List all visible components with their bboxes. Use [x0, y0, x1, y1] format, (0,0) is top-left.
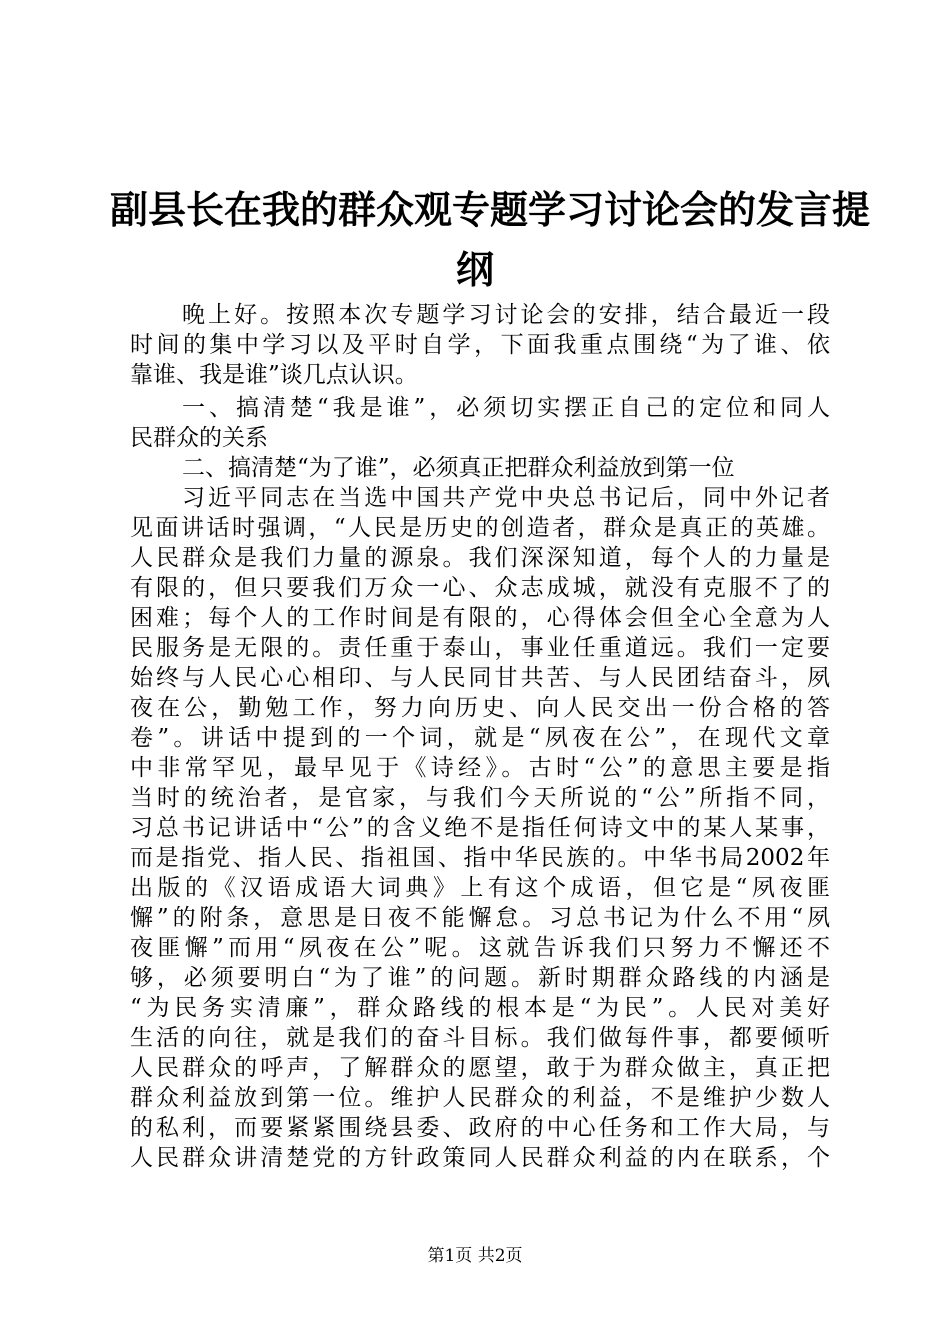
body-line: 夜匪懈”而用“夙夜在公”呢。这就告诉我们只努力不懈还不 — [130, 935, 830, 961]
body-line: 有限的，但只要我们万众一心、众志成城，就没有克服不了的 — [130, 575, 830, 601]
body-line: 够，必须要明白“为了谁”的问题。新时期群众路线的内涵是 — [130, 965, 830, 991]
body-line: 一、搞清楚“我是谁”，必须切实摆正自己的定位和同人 — [182, 395, 830, 421]
body-line: 而是指党、指人民、指祖国、指中华民族的。中华书局2002年 — [130, 845, 830, 871]
body-line: 卷”。讲话中提到的一个词，就是“夙夜在公”，在现代文章 — [130, 725, 830, 751]
body-line: 见面讲话时强调，“人民是历史的创造者，群众是真正的英雄。 — [130, 515, 830, 541]
body-line: 民群众的关系 — [130, 425, 268, 451]
document-title-line-1: 副县长在我的群众观专题学习讨论会的发言提 — [110, 187, 871, 232]
body-line: 人民群众是我们力量的源泉。我们深深知道，每个人的力量是 — [130, 545, 830, 571]
document-title-line-2: 纲 — [455, 247, 494, 292]
body-line: 中非常罕见，最早见于《诗经》。古时“公”的意思主要是指 — [130, 755, 830, 781]
body-line: 生活的向往，就是我们的奋斗目标。我们做每件事，都要倾听 — [130, 1025, 830, 1051]
body-line: “为民务实清廉”，群众路线的根本是“为民”。人民对美好 — [130, 995, 830, 1021]
body-line: 晚上好。按照本次专题学习讨论会的安排，结合最近一段 — [182, 302, 830, 328]
body-line: 民服务是无限的。责任重于泰山，事业任重道远。我们一定要 — [130, 635, 830, 661]
body-line: 习近平同志在当选中国共产党中央总书记后，同中外记者 — [182, 485, 830, 511]
body-line: 习总书记讲话中“公”的含义绝不是指任何诗文中的某人某事， — [130, 815, 830, 841]
body-line: 当时的统治者，是官家，与我们今天所说的“公”所指不同， — [130, 785, 830, 811]
body-line: 出版的《汉语成语大词典》上有这个成语，但它是“夙夜匪 — [130, 875, 830, 901]
body-line: 懈”的附条，意思是日夜不能懈怠。习总书记为什么不用“夙 — [130, 905, 830, 931]
body-line: 始终与人民心心相印、与人民同甘共苦、与人民团结奋斗，夙 — [130, 665, 830, 691]
page-number-footer: 第1页 共2页 — [427, 1246, 523, 1266]
body-line: 人民群众讲清楚党的方针政策同人民群众利益的内在联系，个 — [130, 1145, 830, 1171]
body-line: 时间的集中学习以及平时自学，下面我重点围绕“为了谁、依 — [130, 332, 830, 358]
body-line: 困难；每个人的工作时间是有限的，心得体会但全心全意为人 — [130, 605, 830, 631]
body-line: 群众利益放到第一位。维护人民群众的利益，不是维护少数人 — [130, 1085, 830, 1111]
body-line: 夜在公，勤勉工作，努力向历史、向人民交出一份合格的答 — [130, 695, 830, 721]
body-line: 靠谁、我是谁”谈几点认识。 — [130, 362, 418, 388]
body-line: 人民群众的呼声，了解群众的愿望，敢于为群众做主，真正把 — [130, 1055, 830, 1081]
body-line: 的私利，而要紧紧围绕县委、政府的中心任务和工作大局，与 — [130, 1115, 830, 1141]
body-line: 二、搞清楚“为了谁”，必须真正把群众利益放到第一位 — [182, 455, 735, 481]
